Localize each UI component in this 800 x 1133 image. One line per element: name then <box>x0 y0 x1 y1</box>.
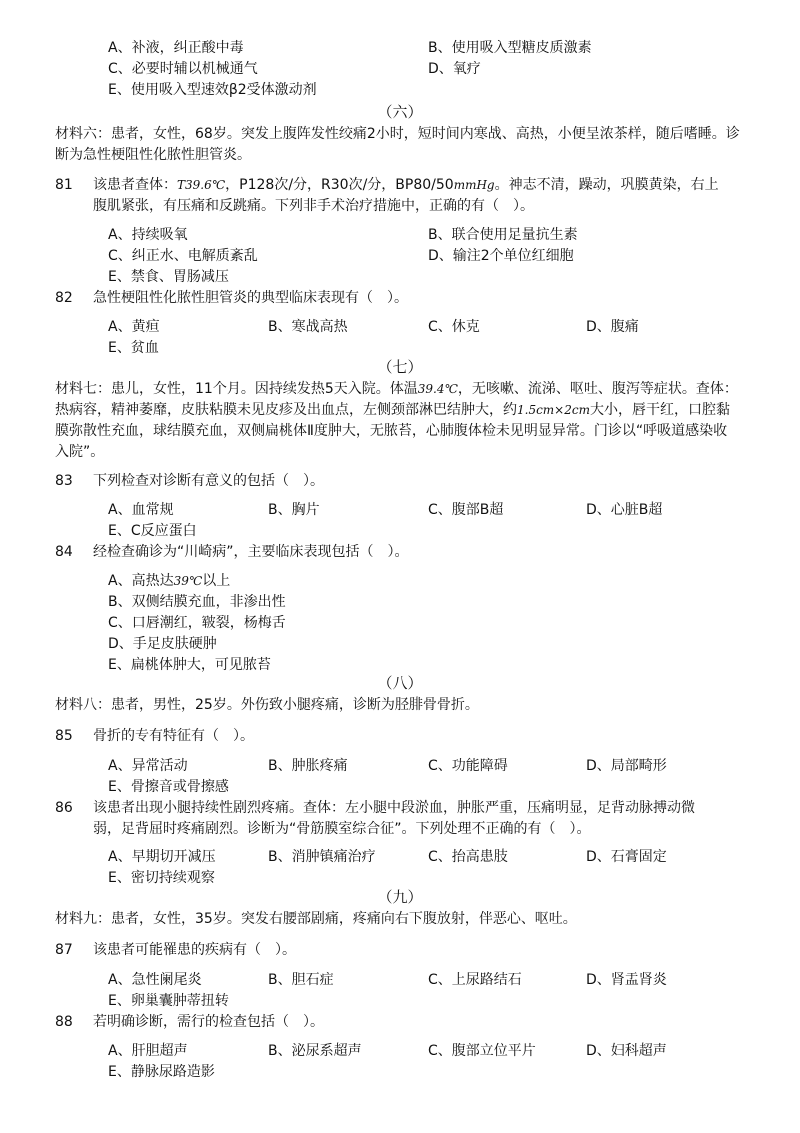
option-d[interactable]: D、局部畸形 <box>586 758 667 774</box>
question-number: 83 <box>55 473 73 489</box>
option-a[interactable]: A、异常活动 <box>108 758 188 774</box>
option-a[interactable]: A、血常规 <box>108 502 174 518</box>
option-c[interactable]: C、必要时辅以机械通气 <box>108 61 258 77</box>
question-81-stem-cont: 腹肌紧张，有压痛和反跳痛。下列非手术治疗措施中，正确的有（ ）。 <box>93 198 534 214</box>
material-text: 大小，唇干红，口腔黏 <box>589 402 730 418</box>
option-e[interactable]: E、C反应蛋白 <box>108 523 197 539</box>
question-number: 88 <box>55 1014 73 1030</box>
option-d[interactable]: D、石膏固定 <box>586 849 667 865</box>
material-7-cont: 入院”。 <box>55 444 105 460</box>
option-b[interactable]: B、寒战高热 <box>268 319 348 335</box>
temperature-value: 39℃ <box>173 574 203 588</box>
question-83-stem: 下列检查对诊断有意义的包括（ ）。 <box>93 473 324 489</box>
option-c[interactable]: C、纠正水、电解质紊乱 <box>108 248 258 264</box>
section-heading-8: （八） <box>377 674 423 692</box>
lymph-node-size: 1.5cm×2cm <box>517 403 590 417</box>
material-7-cont: 膜弥散性充血，球结膜充血，双侧扁桃体Ⅱ度肿大，无脓苔，心肺腹体检未见明显异常。门诊以“呼吸道感染收 <box>55 423 728 439</box>
material-8: 材料八：患者，男性，25岁。外伤致小腿疼痛，诊断为胫腓骨骨折。 <box>55 697 479 713</box>
option-c[interactable]: C、腹部立位平片 <box>428 1043 536 1059</box>
option-e[interactable]: E、使用吸入型速效β2受体激动剂 <box>108 82 317 98</box>
stem-text: 该患者查体： <box>93 177 177 193</box>
option-c[interactable]: C、腹部B超 <box>428 502 504 518</box>
material-7-cont <box>55 400 730 420</box>
question-87-stem: 该患者可能罹患的疾病有（ ）。 <box>93 942 296 958</box>
option-b[interactable]: B、双侧结膜充血，非渗出性 <box>108 594 286 610</box>
question-88-stem: 若明确诊断，需行的检查包括（ ）。 <box>93 1014 324 1030</box>
material-text: 材料七：患儿，女性，11个月。因持续发热5天入院。体温 <box>55 381 418 397</box>
temperature-value: T39.6℃ <box>177 178 226 192</box>
option-a[interactable]: A、持续吸氧 <box>108 227 188 243</box>
question-81-stem <box>93 175 719 195</box>
option-a[interactable]: A、急性阑尾炎 <box>108 972 202 988</box>
option-a[interactable]: A、补液，纠正酸中毒 <box>108 40 244 56</box>
option-c[interactable]: C、口唇潮红，皲裂，杨梅舌 <box>108 615 286 631</box>
question-86-stem-cont: 弱，足背屈时疼痛剧烈。诊断为“骨筋膜室综合征”。下列处理不正确的有（ ）。 <box>93 821 591 837</box>
material-6: 材料六：患者，女性，68岁。突发上腹阵发性绞痛2小时，短时间内寒战、高热，小便呈浓茶样，随后嗜睡。诊 <box>55 126 740 142</box>
section-heading-7: （七） <box>377 358 423 376</box>
option-b[interactable]: B、联合使用足量抗生素 <box>428 227 578 243</box>
question-number: 84 <box>55 544 73 560</box>
option-a[interactable]: A、肝胆超声 <box>108 1043 188 1059</box>
option-d[interactable]: D、手足皮肤硬肿 <box>108 636 217 652</box>
option-b[interactable]: B、肿胀疼痛 <box>268 758 348 774</box>
section-heading-9: （九） <box>377 888 423 906</box>
material-7 <box>55 379 738 399</box>
option-e[interactable]: E、扁桃体肿大，可见脓苔 <box>108 657 271 673</box>
section-heading-6: （六） <box>377 103 423 121</box>
option-b[interactable]: B、使用吸入型糖皮质激素 <box>428 40 592 56</box>
material-9: 材料九：患者，女性，35岁。突发右腰部剧痛，疼痛向右下腹放射，伴恶心、呕吐。 <box>55 911 577 927</box>
stem-text: 。神志不清，躁动，巩膜黄染，右上 <box>494 177 719 193</box>
option-c[interactable]: C、抬高患肢 <box>428 849 508 865</box>
stem-text: ，P128次/分，R30次/分，BP80/50 <box>225 177 454 193</box>
question-86-stem: 该患者出现小腿持续性剧烈疼痛。查体：左小腿中段淤血，肿胀严重，压痛明显，足背动脉搏动微 <box>93 800 695 816</box>
option-d[interactable]: D、妇科超声 <box>586 1043 667 1059</box>
option-e[interactable]: E、贫血 <box>108 340 159 356</box>
option-a[interactable]: A、黄疸 <box>108 319 160 335</box>
question-number: 85 <box>55 728 73 744</box>
question-number: 87 <box>55 942 73 958</box>
option-c[interactable]: C、功能障碍 <box>428 758 508 774</box>
option-e[interactable]: E、静脉尿路造影 <box>108 1064 215 1080</box>
option-e[interactable]: E、卵巢囊肿蒂扭转 <box>108 993 229 1009</box>
option-c[interactable]: C、休克 <box>428 319 480 335</box>
option-b[interactable]: B、消肿镇痛治疗 <box>268 849 376 865</box>
option-c[interactable]: C、上尿路结石 <box>428 972 522 988</box>
material-text: ，无咳嗽、流涕、呕吐、腹泻等症状。查体： <box>457 381 738 397</box>
question-number: 86 <box>55 800 73 816</box>
option-e[interactable]: E、骨擦音或骨擦感 <box>108 779 229 795</box>
option-e[interactable]: E、密切持续观察 <box>108 870 215 886</box>
question-number: 81 <box>55 177 73 193</box>
option-b[interactable]: B、胸片 <box>268 502 320 518</box>
option-b[interactable]: B、胆石症 <box>268 972 334 988</box>
option-d[interactable]: D、肾盂肾炎 <box>586 972 667 988</box>
option-text: A、高热达 <box>108 573 174 589</box>
question-84-stem: 经检查确诊为“川崎病”，主要临床表现包括（ ）。 <box>93 544 409 560</box>
question-85-stem: 骨折的专有特征有（ ）。 <box>93 728 254 744</box>
material-6-cont: 断为急性梗阻性化脓性胆管炎。 <box>55 147 251 163</box>
temperature-value: 39.4℃ <box>417 382 458 396</box>
option-e[interactable]: E、禁食、胃肠减压 <box>108 269 229 285</box>
option-b[interactable]: B、泌尿系超声 <box>268 1043 362 1059</box>
option-d[interactable]: D、输注2个单位红细胞 <box>428 248 574 264</box>
option-text: 以上 <box>202 573 231 589</box>
option-d[interactable]: D、氧疗 <box>428 61 481 77</box>
question-82-stem: 急性梗阻性化脓性胆管炎的典型临床表现有（ ）。 <box>93 290 408 306</box>
option-d[interactable]: D、腹痛 <box>586 319 639 335</box>
option-d[interactable]: D、心脏B超 <box>586 502 663 518</box>
pressure-unit: mmHg <box>453 178 495 192</box>
option-a[interactable] <box>108 571 230 591</box>
option-a[interactable]: A、早期切开减压 <box>108 849 216 865</box>
question-number: 82 <box>55 290 73 306</box>
material-text: 热病容，精神萎靡，皮肤粘膜未见皮疹及出血点，左侧颈部淋巴结肿大，约 <box>55 402 517 418</box>
